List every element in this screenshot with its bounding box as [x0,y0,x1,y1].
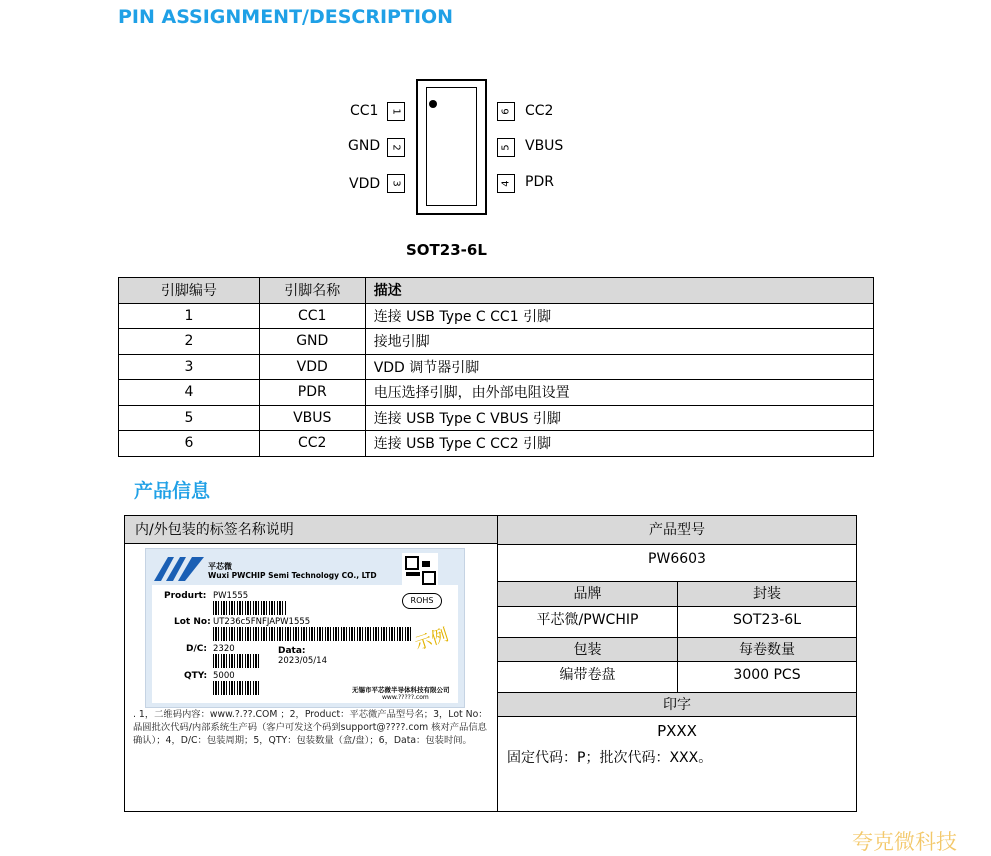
pin-label-cc2: CC2 [525,103,554,119]
product-field-value: PW1555 [213,591,249,601]
product-section-title: 产品信息 [134,480,211,502]
pin-desc-cell: 连接 USB Type C CC1 引脚 [365,303,873,329]
barcode-icon [213,627,413,641]
pin-name-cell: PDR [259,380,365,406]
table-row [119,303,874,329]
product-table [124,515,857,812]
pin-name-cell: CC1 [259,303,365,329]
product-field-label: Produrt: [164,591,207,601]
pin-desc-cell: VDD 调节器引脚 [365,354,873,380]
packing-header: 包装 [498,638,678,662]
qty-value: 3000 PCS [678,662,856,693]
pin-label-cc1: CC1 [350,103,379,119]
dc-field-value: 2320 [213,644,235,654]
pin-number-cell: 2 [119,329,260,355]
qty-field-value: 5000 [213,671,235,681]
pin-table [118,277,874,457]
pin-number-cell: 4 [119,380,260,406]
qty-field-label: QTY: [184,671,208,681]
pin-4: 4 [497,174,515,193]
barcode-icon [213,681,259,695]
date-field-label: Data: [278,646,306,656]
lot-field-label: Lot No: [174,617,211,627]
pin-section-title: PIN ASSIGNMENT/DESCRIPTION [118,6,454,28]
pin-desc-cell: 连接 USB Type C CC2 引脚 [365,431,873,457]
pin-label-vbus: VBUS [525,138,564,154]
qr-code-icon [402,553,438,585]
barcode-icon [213,601,287,615]
marking-header: 印字 [498,693,856,717]
table-row [119,329,874,355]
pin-number-cell: 5 [119,405,260,431]
pin-label-pdr: PDR [525,174,554,190]
brand-header: 品牌 [498,582,678,607]
label-company: Wuxi PWCHIP Semi Technology CO., LTD [208,571,377,580]
rohs-badge: ROHS [402,593,442,609]
sample-stamp: 示例 [412,625,452,655]
header-description: 描述 [365,278,873,304]
table-row [119,405,874,431]
dc-field-label: D/C: [186,644,207,654]
date-field-value: 2023/05/14 [278,656,327,666]
label-footer-company: 无锡市平芯微半导体科技有限公司 [352,686,450,694]
pin-3: 3 [387,174,405,193]
pin-1: 1 [387,102,405,121]
pin-label-vdd: VDD [349,176,381,192]
pwchip-logo-icon [152,553,208,583]
label-column [125,516,498,811]
table-row [119,354,874,380]
pin1-dot-icon [429,100,437,108]
lot-field-value: UT236c5FNFJAPW1555 [213,617,311,627]
label-header: 内/外包装的标签名称说明 [125,516,497,544]
marking-value: PXXX [657,722,697,740]
brand-value: 平芯微/PWCHIP [498,607,678,638]
pin-name-cell: VDD [259,354,365,380]
pin-2: 2 [387,138,405,157]
pin-name-cell: VBUS [259,405,365,431]
pin-label-gnd: GND [348,138,381,154]
label-white-area [152,585,458,703]
label-sample-card [145,548,465,708]
label-footer-url: www.?????.com [382,694,429,701]
table-row [119,380,874,406]
package-value: SOT23-6L [678,607,856,638]
header-pin-number: 引脚编号 [119,278,260,304]
header-pin-name: 引脚名称 [259,278,365,304]
pin-name-cell: CC2 [259,431,365,457]
label-brand-cn: 平芯微 [208,562,232,571]
model-value: PW6603 [498,545,856,582]
model-header: 产品型号 [498,516,856,545]
qty-header: 每卷数量 [678,638,856,662]
package-header: 封装 [678,582,856,607]
pin-desc-cell: 电压选择引脚，由外部电阻设置 [365,380,873,406]
pin-desc-cell: 连接 USB Type C VBUS 引脚 [365,405,873,431]
pin-number-cell: 6 [119,431,260,457]
marking-description: 固定代码：P；批次代码：XXX。 [507,750,713,766]
pin-6: 6 [497,102,515,121]
table-row [119,431,874,457]
pin-name-cell: GND [259,329,365,355]
watermark: 夸克微科技 [852,830,957,854]
pin-number-cell: 1 [119,303,260,329]
pin-5: 5 [497,138,515,157]
barcode-icon [213,654,259,668]
table-header-row [119,278,874,304]
packing-value: 编带卷盘 [498,662,678,693]
pin-number-cell: 3 [119,354,260,380]
pin-desc-cell: 接地引脚 [365,329,873,355]
package-label: SOT23-6L [406,241,487,259]
label-notes: . 1，二维码内容：www.?.??.COM ；2，Product：平芯微产品型号名；3，Lot No：晶圆批次代码/内部系统生产码（客户可发这个码到support@????.com 核对产品信息确认）；4，D/C：包装周期；5，QTY：包装数量（盒/盘）；6，Data：包装时间。 [133,709,488,746]
